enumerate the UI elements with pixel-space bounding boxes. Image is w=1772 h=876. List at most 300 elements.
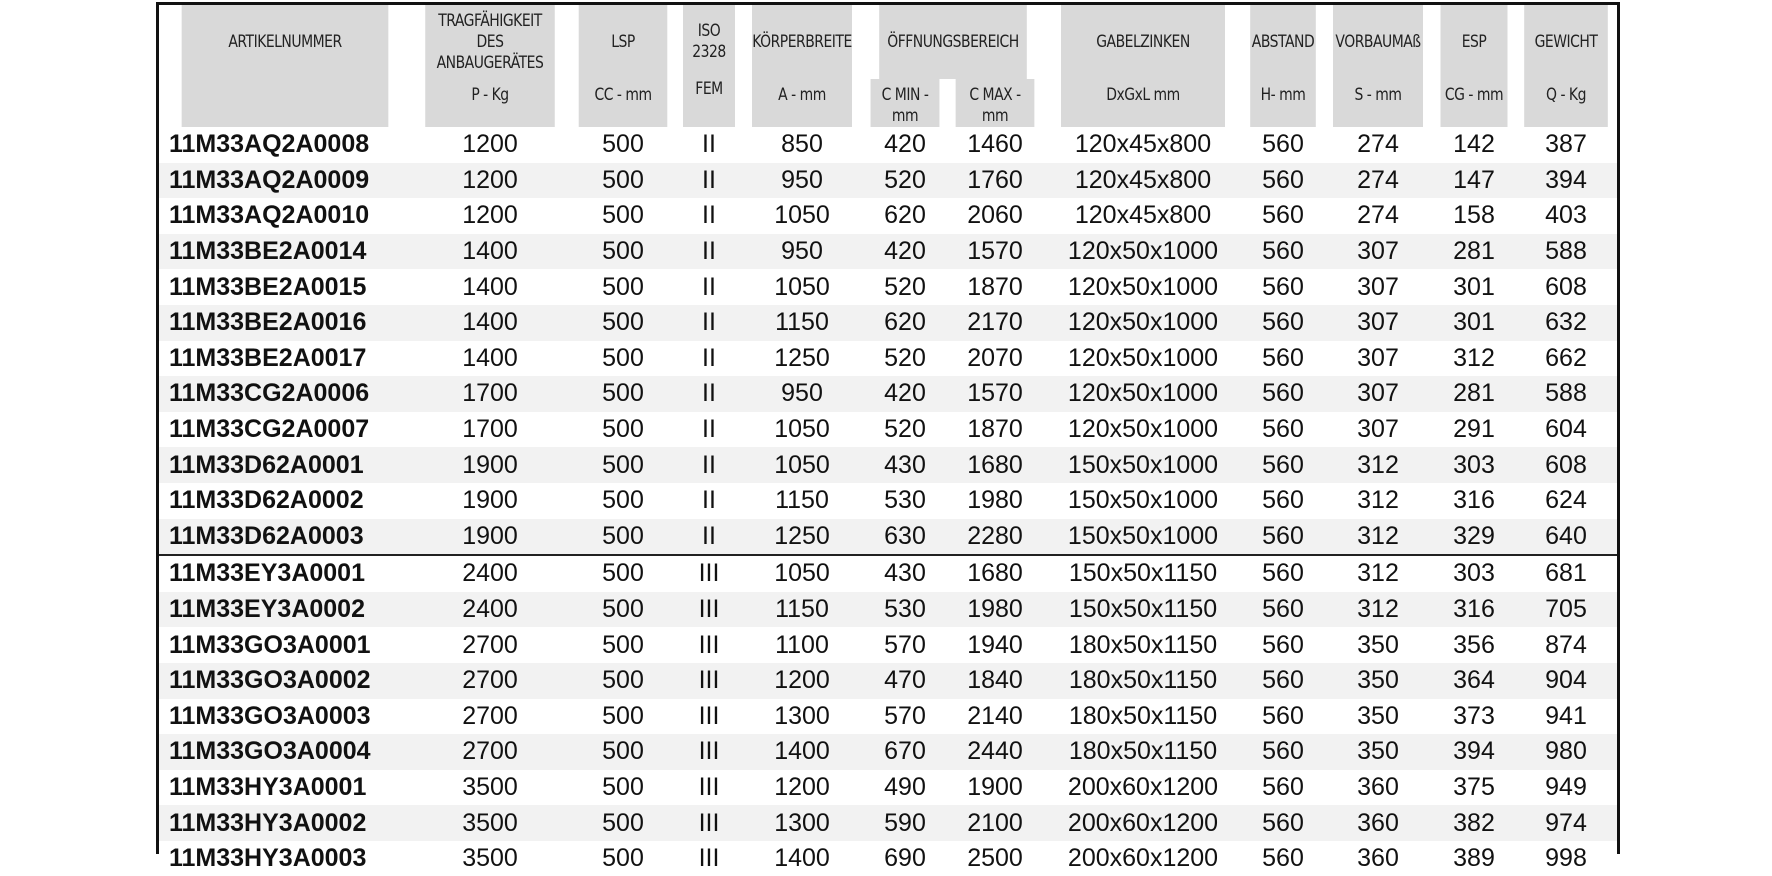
table-cell: 316 (1433, 592, 1515, 628)
table-cell: 1400 (741, 734, 863, 770)
table-cell: 147 (1433, 163, 1515, 199)
spec-table (159, 5, 1617, 876)
table-cell: 2700 (411, 734, 569, 770)
table-cell: II (677, 198, 741, 234)
table-cell: II (677, 519, 741, 556)
table-cell: 1150 (741, 483, 863, 519)
table-cell: 690 (863, 841, 947, 876)
table-cell: 500 (569, 447, 677, 483)
table-cell: II (677, 163, 741, 199)
table-cell: 941 (1515, 699, 1617, 735)
table-cell: 312 (1323, 555, 1433, 592)
table-cell: 2060 (947, 198, 1043, 234)
table-cell: 1870 (947, 269, 1043, 305)
table-cell: 980 (1515, 734, 1617, 770)
table-cell: 500 (569, 627, 677, 663)
table-cell: 387 (1515, 127, 1617, 163)
table-cell: 624 (1515, 483, 1617, 519)
table-cell: 1900 (411, 447, 569, 483)
table-cell: 200x60x1200 (1043, 805, 1243, 841)
table-cell: II (677, 412, 741, 448)
table-cell: 1570 (947, 234, 1043, 270)
table-row (159, 483, 1617, 519)
unit-cell: C MIN - mm (871, 79, 940, 127)
table-cell: 312 (1323, 447, 1433, 483)
table-cell: 1980 (947, 483, 1043, 519)
table-cell: 1570 (947, 376, 1043, 412)
table-cell: 560 (1243, 234, 1323, 270)
article-number-cell: 11M33BE2A0016 (159, 305, 411, 341)
table-row (159, 269, 1617, 305)
table-cell: 150x50x1150 (1043, 592, 1243, 628)
table-cell: 604 (1515, 412, 1617, 448)
table-cell: 620 (863, 305, 947, 341)
article-number-cell: 11M33AQ2A0009 (159, 163, 411, 199)
table-cell: II (677, 447, 741, 483)
table-cell: 316 (1433, 483, 1515, 519)
table-cell: II (677, 234, 741, 270)
table-cell: 560 (1243, 447, 1323, 483)
table-body (159, 127, 1617, 876)
table-cell: 1200 (411, 163, 569, 199)
table-row (159, 412, 1617, 448)
table-cell: 570 (863, 699, 947, 735)
table-cell: 200x60x1200 (1043, 841, 1243, 876)
table-cell: 3500 (411, 805, 569, 841)
table-cell: 560 (1243, 627, 1323, 663)
table-row (159, 127, 1617, 163)
table-row (159, 805, 1617, 841)
table-cell: 560 (1243, 198, 1323, 234)
table-cell: 180x50x1150 (1043, 699, 1243, 735)
table-cell: III (677, 805, 741, 841)
table-cell: 560 (1243, 483, 1323, 519)
table-cell: 705 (1515, 592, 1617, 628)
table-cell: 560 (1243, 412, 1323, 448)
article-number-cell: 11M33GO3A0001 (159, 627, 411, 663)
unit-cell: H- mm (1250, 79, 1316, 127)
table-cell: 120x50x1000 (1043, 341, 1243, 377)
table-cell: 632 (1515, 305, 1617, 341)
table-row (159, 305, 1617, 341)
article-number-cell: 11M33HY3A0002 (159, 805, 411, 841)
table-cell: 312 (1323, 592, 1433, 628)
table-cell: 180x50x1150 (1043, 663, 1243, 699)
article-number-cell: 11M33BE2A0015 (159, 269, 411, 305)
table-cell: 560 (1243, 663, 1323, 699)
table-cell: 950 (741, 376, 863, 412)
table-cell: 150x50x1000 (1043, 483, 1243, 519)
table-cell: 608 (1515, 269, 1617, 305)
table-cell: 120x50x1000 (1043, 234, 1243, 270)
table-cell: 150x50x1000 (1043, 519, 1243, 556)
table-cell: 301 (1433, 269, 1515, 305)
table-cell: 2140 (947, 699, 1043, 735)
table-cell: 2170 (947, 305, 1043, 341)
header-esp: ESP (1440, 5, 1507, 79)
table-cell: 560 (1243, 805, 1323, 841)
table-cell: 274 (1323, 163, 1433, 199)
table-cell: 375 (1433, 770, 1515, 806)
table-cell: III (677, 592, 741, 628)
article-number-cell: 11M33D62A0003 (159, 519, 411, 556)
table-cell: 560 (1243, 841, 1323, 876)
table-cell: 394 (1515, 163, 1617, 199)
article-number-cell: 11M33EY3A0001 (159, 555, 411, 592)
table-cell: 274 (1323, 198, 1433, 234)
table-row (159, 163, 1617, 199)
table-cell: 150x50x1150 (1043, 555, 1243, 592)
table-cell: 364 (1433, 663, 1515, 699)
table-cell: 500 (569, 376, 677, 412)
header-iso: ISO 2328 (683, 5, 735, 79)
table-cell: 312 (1433, 341, 1515, 377)
table-cell: 500 (569, 699, 677, 735)
table-cell: 2700 (411, 663, 569, 699)
article-number-cell: 11M33BE2A0014 (159, 234, 411, 270)
header-gabelzinken: GABELZINKEN (1061, 5, 1225, 79)
table-cell: 120x50x1000 (1043, 376, 1243, 412)
unit-cell: C MAX - mm (956, 79, 1035, 127)
table-cell: 560 (1243, 305, 1323, 341)
table-cell: 570 (863, 627, 947, 663)
table-cell: 274 (1323, 127, 1433, 163)
table-cell: 560 (1243, 376, 1323, 412)
table-cell: 588 (1515, 376, 1617, 412)
header-koerperbreite: KÖRPERBREITE (752, 5, 852, 79)
unit-cell: Q - Kg (1524, 79, 1608, 127)
table-cell: 430 (863, 555, 947, 592)
table-cell: II (677, 341, 741, 377)
table-cell: II (677, 127, 741, 163)
table-cell: 360 (1323, 841, 1433, 876)
table-cell: 394 (1433, 734, 1515, 770)
table-cell: 590 (863, 805, 947, 841)
article-number-cell: 11M33AQ2A0010 (159, 198, 411, 234)
table-cell: 640 (1515, 519, 1617, 556)
table-cell: 500 (569, 592, 677, 628)
unit-cell: FEM (683, 79, 735, 127)
table-cell: 382 (1433, 805, 1515, 841)
table-cell: 670 (863, 734, 947, 770)
table-row (159, 663, 1617, 699)
table-cell: 150x50x1000 (1043, 447, 1243, 483)
article-number-cell: 11M33D62A0002 (159, 483, 411, 519)
table-cell: 2500 (947, 841, 1043, 876)
table-cell: 120x50x1000 (1043, 305, 1243, 341)
table-cell: 360 (1323, 770, 1433, 806)
table-cell: 1050 (741, 555, 863, 592)
header-abstand: ABSTAND (1250, 5, 1316, 79)
table-cell: 350 (1323, 663, 1433, 699)
table-cell: III (677, 699, 741, 735)
header-artikelnummer: ARTIKELNUMMER (182, 5, 389, 79)
table-cell: III (677, 627, 741, 663)
table-cell: 950 (741, 234, 863, 270)
table-cell: 1200 (741, 663, 863, 699)
table-cell: 850 (741, 127, 863, 163)
table-row (159, 699, 1617, 735)
table-cell: 158 (1433, 198, 1515, 234)
table-cell: II (677, 269, 741, 305)
article-number-cell: 11M33GO3A0002 (159, 663, 411, 699)
table-cell: 312 (1323, 519, 1433, 556)
table-cell: 520 (863, 163, 947, 199)
table-cell: 630 (863, 519, 947, 556)
spec-table-frame (156, 2, 1620, 873)
table-cell: 620 (863, 198, 947, 234)
table-cell: 560 (1243, 770, 1323, 806)
table-cell: 1400 (741, 841, 863, 876)
table-cell: 2700 (411, 627, 569, 663)
table-cell: 307 (1323, 269, 1433, 305)
table-row (159, 519, 1617, 556)
table-cell: 142 (1433, 127, 1515, 163)
table-cell: 560 (1243, 519, 1323, 556)
table-cell: 500 (569, 555, 677, 592)
table-cell: 1700 (411, 412, 569, 448)
table-cell: 303 (1433, 555, 1515, 592)
table-cell: 356 (1433, 627, 1515, 663)
table-cell: III (677, 770, 741, 806)
table-cell: 1460 (947, 127, 1043, 163)
table-cell: II (677, 483, 741, 519)
table-cell: 350 (1323, 734, 1433, 770)
table-cell: 560 (1243, 699, 1323, 735)
table-cell: 1900 (411, 483, 569, 519)
table-cell: 520 (863, 412, 947, 448)
table-cell: 500 (569, 663, 677, 699)
article-number-cell: 11M33GO3A0003 (159, 699, 411, 735)
table-cell: 500 (569, 198, 677, 234)
table-cell: 530 (863, 483, 947, 519)
table-cell: 291 (1433, 412, 1515, 448)
table-cell: III (677, 663, 741, 699)
table-row (159, 341, 1617, 377)
table-cell: 1150 (741, 592, 863, 628)
table-cell: 307 (1323, 305, 1433, 341)
table-cell: 200x60x1200 (1043, 770, 1243, 806)
table-cell: 389 (1433, 841, 1515, 876)
table-cell: 120x50x1000 (1043, 412, 1243, 448)
table-cell: 312 (1323, 483, 1433, 519)
table-cell: III (677, 841, 741, 876)
table-cell: 470 (863, 663, 947, 699)
table-cell: 560 (1243, 163, 1323, 199)
table-cell: 1760 (947, 163, 1043, 199)
table-cell: 307 (1323, 234, 1433, 270)
article-number-cell: 11M33CG2A0007 (159, 412, 411, 448)
table-row (159, 734, 1617, 770)
header-tragfaehigkeit: TRAGFÄHIGKEIT DES ANBAUGERÄTES (425, 5, 555, 79)
table-cell: 2440 (947, 734, 1043, 770)
article-number-cell: 11M33BE2A0017 (159, 341, 411, 377)
article-number-cell: 11M33GO3A0004 (159, 734, 411, 770)
table-cell: 2280 (947, 519, 1043, 556)
table-cell: 1680 (947, 555, 1043, 592)
article-number-cell: 11M33EY3A0002 (159, 592, 411, 628)
unit-cell: A - mm (752, 79, 852, 127)
table-cell: 303 (1433, 447, 1515, 483)
table-cell: 500 (569, 805, 677, 841)
table-cell: 1870 (947, 412, 1043, 448)
table-cell: 904 (1515, 663, 1617, 699)
table-cell: 500 (569, 841, 677, 876)
table-cell: 490 (863, 770, 947, 806)
table-cell: 1900 (411, 519, 569, 556)
table-cell: 1400 (411, 234, 569, 270)
table-cell: 1940 (947, 627, 1043, 663)
table-cell: 500 (569, 234, 677, 270)
table-cell: 608 (1515, 447, 1617, 483)
table-row (159, 592, 1617, 628)
table-cell: 2400 (411, 592, 569, 628)
units-row (159, 79, 1617, 127)
table-cell: 588 (1515, 234, 1617, 270)
table-cell: 500 (569, 519, 677, 556)
unit-cell: CG - mm (1440, 79, 1507, 127)
table-cell: 1300 (741, 699, 863, 735)
table-cell: 1200 (411, 198, 569, 234)
unit-cell: CC - mm (579, 79, 668, 127)
table-cell: 430 (863, 447, 947, 483)
article-number-cell: 11M33CG2A0006 (159, 376, 411, 412)
header-vorbaumass: VORBAUMAß (1333, 5, 1423, 79)
table-cell: 1400 (411, 269, 569, 305)
table-cell: 120x50x1000 (1043, 269, 1243, 305)
table-cell: 500 (569, 127, 677, 163)
table-cell: 500 (569, 483, 677, 519)
table-cell: 281 (1433, 234, 1515, 270)
table-cell: 560 (1243, 592, 1323, 628)
table-cell: 301 (1433, 305, 1515, 341)
table-cell: 500 (569, 305, 677, 341)
table-cell: 1150 (741, 305, 863, 341)
table-cell: 329 (1433, 519, 1515, 556)
table-row (159, 198, 1617, 234)
table-cell: 420 (863, 234, 947, 270)
table-cell: 307 (1323, 376, 1433, 412)
table-cell: III (677, 555, 741, 592)
table-cell: II (677, 305, 741, 341)
article-number-cell: 11M33HY3A0001 (159, 770, 411, 806)
table-cell: 500 (569, 341, 677, 377)
table-cell: 1300 (741, 805, 863, 841)
table-cell: 1700 (411, 376, 569, 412)
table-cell: 500 (569, 412, 677, 448)
table-cell: 403 (1515, 198, 1617, 234)
table-row (159, 376, 1617, 412)
table-cell: 360 (1323, 805, 1433, 841)
table-cell: 1250 (741, 341, 863, 377)
table-cell: 949 (1515, 770, 1617, 806)
table-cell: 1050 (741, 198, 863, 234)
table-cell: 874 (1515, 627, 1617, 663)
table-cell: 350 (1323, 699, 1433, 735)
table-cell: 560 (1243, 127, 1323, 163)
header-row (159, 5, 1617, 79)
table-cell: 560 (1243, 341, 1323, 377)
table-row (159, 770, 1617, 806)
table-cell: 681 (1515, 555, 1617, 592)
table-cell: II (677, 376, 741, 412)
table-cell: 662 (1515, 341, 1617, 377)
table-cell: 373 (1433, 699, 1515, 735)
unit-cell: P - Kg (425, 79, 555, 127)
table-cell: 1050 (741, 412, 863, 448)
table-cell: 307 (1323, 341, 1433, 377)
table-cell: 974 (1515, 805, 1617, 841)
table-cell: 1840 (947, 663, 1043, 699)
table-cell: 1900 (947, 770, 1043, 806)
table-cell: 420 (863, 376, 947, 412)
article-number-cell: 11M33HY3A0003 (159, 841, 411, 876)
unit-cell (182, 79, 389, 127)
table-row (159, 555, 1617, 592)
table-cell: 1100 (741, 627, 863, 663)
table-cell: 500 (569, 269, 677, 305)
table-cell: 2100 (947, 805, 1043, 841)
table-cell: 1400 (411, 341, 569, 377)
table-cell: III (677, 734, 741, 770)
table-cell: 520 (863, 341, 947, 377)
table-cell: 120x45x800 (1043, 127, 1243, 163)
table-cell: 307 (1323, 412, 1433, 448)
table-cell: 1050 (741, 269, 863, 305)
table-cell: 180x50x1150 (1043, 734, 1243, 770)
table-cell: 1250 (741, 519, 863, 556)
table-cell: 2700 (411, 699, 569, 735)
table-cell: 520 (863, 269, 947, 305)
table-cell: 420 (863, 127, 947, 163)
table-cell: 1200 (411, 127, 569, 163)
table-cell: 3500 (411, 841, 569, 876)
table-cell: 1400 (411, 305, 569, 341)
table-cell: 1680 (947, 447, 1043, 483)
table-cell: 1980 (947, 592, 1043, 628)
header-gewicht: GEWICHT (1524, 5, 1608, 79)
table-cell: 350 (1323, 627, 1433, 663)
table-cell: 500 (569, 734, 677, 770)
table-cell: 560 (1243, 269, 1323, 305)
table-cell: 530 (863, 592, 947, 628)
table-cell: 281 (1433, 376, 1515, 412)
table-cell: 950 (741, 163, 863, 199)
table-cell: 120x45x800 (1043, 163, 1243, 199)
table-row (159, 234, 1617, 270)
table-row (159, 841, 1617, 876)
unit-cell: DxGxL mm (1061, 79, 1225, 127)
header-lsp: LSP (579, 5, 668, 79)
table-cell: 998 (1515, 841, 1617, 876)
table-cell: 2070 (947, 341, 1043, 377)
unit-cell: S - mm (1333, 79, 1423, 127)
table-cell: 560 (1243, 555, 1323, 592)
table-cell: 500 (569, 163, 677, 199)
article-number-cell: 11M33D62A0001 (159, 447, 411, 483)
table-cell: 3500 (411, 770, 569, 806)
table-cell: 120x45x800 (1043, 198, 1243, 234)
header-oeffnungsbereich: ÖFFNUNGSBEREICH (879, 5, 1027, 79)
table-cell: 500 (569, 770, 677, 806)
table-cell: 560 (1243, 734, 1323, 770)
table-row (159, 447, 1617, 483)
table-cell: 1050 (741, 447, 863, 483)
table-row (159, 627, 1617, 663)
table-cell: 2400 (411, 555, 569, 592)
table-cell: 1200 (741, 770, 863, 806)
article-number-cell: 11M33AQ2A0008 (159, 127, 411, 163)
